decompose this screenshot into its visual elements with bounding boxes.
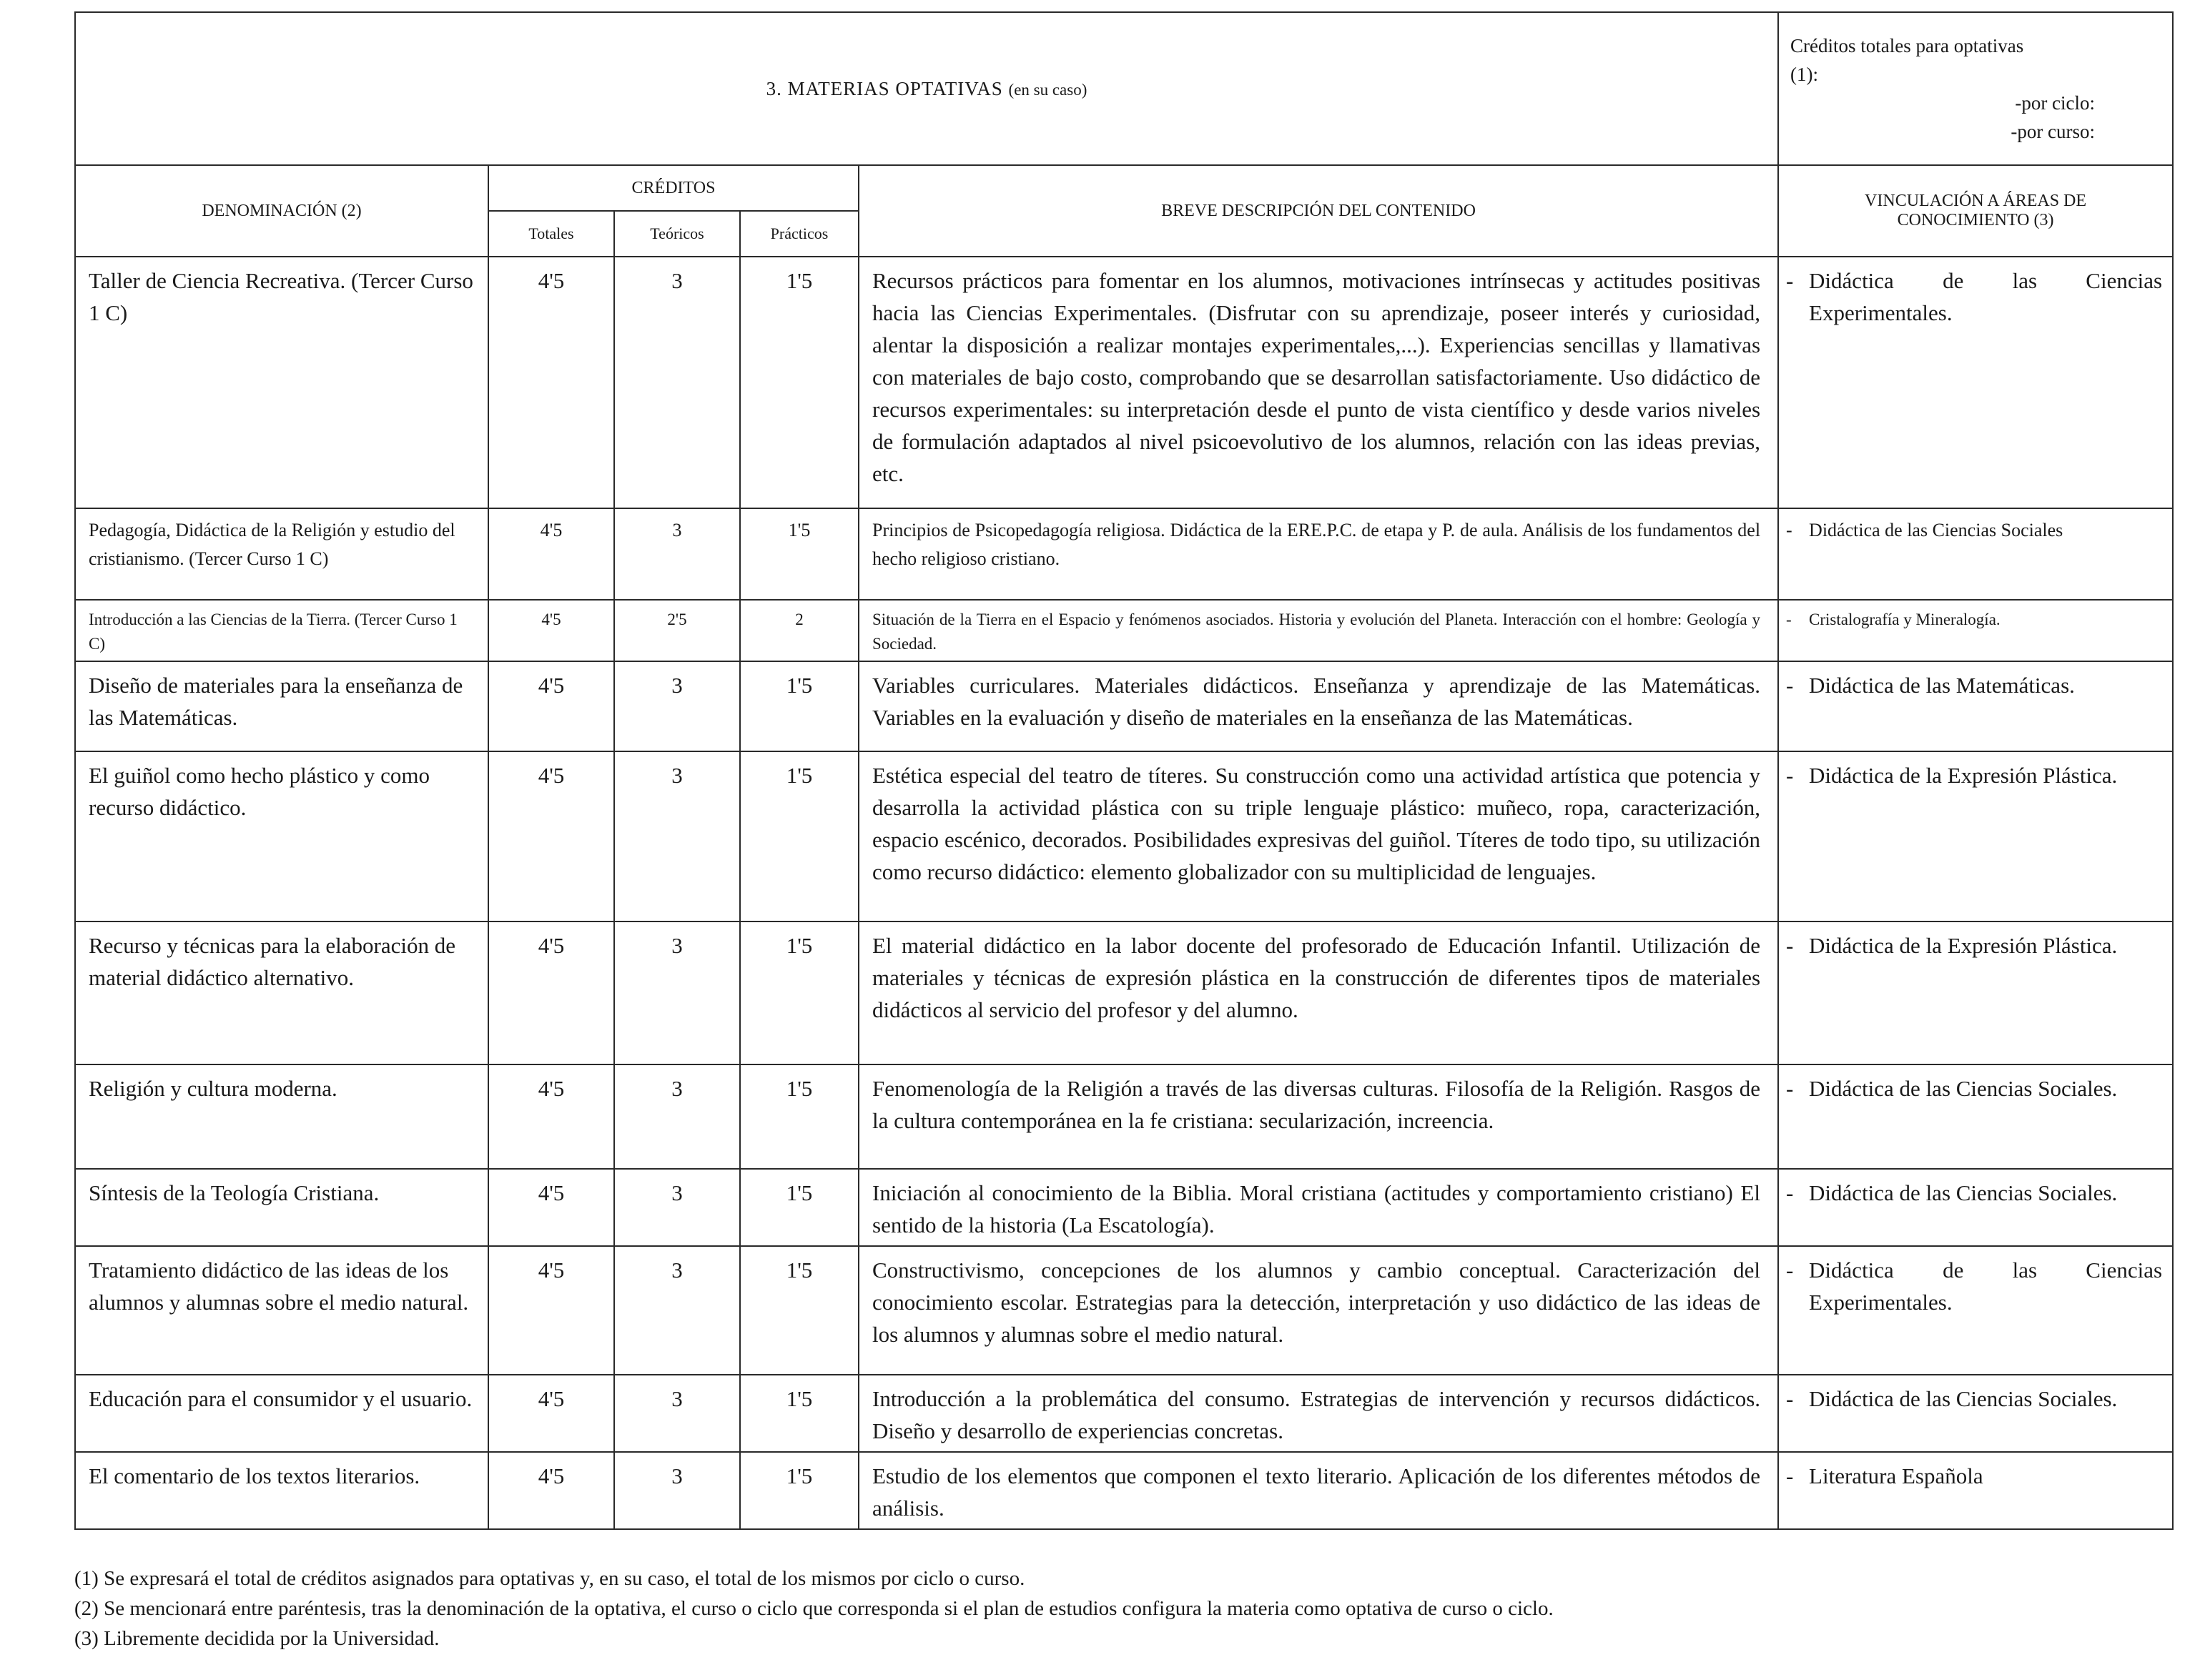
subject-name: Síntesis de la Teología Cristiana. (75, 1169, 488, 1246)
credits-practice: 1'5 (740, 921, 859, 1064)
credits-total: 4'5 (488, 921, 614, 1064)
subject-description: Estudio de los elementos que componen el texto literario. Aplicación de los diferentes métodos de análisis. (859, 1452, 1778, 1529)
subject-description: Recursos prácticos para fomentar en los alumnos, motivaciones intrínsecas y actitudes positivas hacia las Ciencias Experimentales. (Disfrutar con su aprendizaje, poseer interés y curiosidad, alentar la disposición a realizar montajes experimentales,...). Experiencias sencillas y llamativas con materiales de bajo costo, comprobando que se desarrollan satisfactoriamente. Uso didáctico de recursos experimentales: su interpretación desde el punto de vista científico y desde varios niveles de formulación adaptados al nivel psicoevolutivo de los alumnos, relación con las ideas previas, etc. (859, 257, 1778, 508)
col-descripcion: BREVE DESCRIPCIÓN DEL CONTENIDO (859, 165, 1778, 257)
subject-description: Constructivismo, concepciones de los alumnos y cambio conceptual. Caracterización del conocimiento escolar. Estrategias para la detección, interpretación y uso didáctico de las ideas de los alumnos y alumnas sobre el medio natural. (859, 1246, 1778, 1375)
table-row (75, 1452, 2173, 1529)
total-credits-box (1778, 12, 2173, 165)
knowledge-areas (1778, 751, 2173, 921)
credits-practice: 1'5 (740, 1169, 859, 1246)
subject-description: Introducción a la problemática del consumo. Estrategias de intervención y recursos didácticos. Diseño y desarrollo de experiencias concretas. (859, 1375, 1778, 1452)
credits-theory: 3 (614, 1246, 740, 1375)
credits-total: 4'5 (488, 661, 614, 751)
col-creditos: CRÉDITOS (488, 165, 859, 211)
footnote: (1) Se expresará el total de créditos asignados para optativas y, en su caso, el total de los mismos por ciclo o curso. (74, 1567, 1025, 1590)
subject-description: Principios de Psicopedagogía religiosa. Didáctica de la ERE.P.C. de etapa y P. de aula. Análisis de los fundamentos del hecho religioso cristiano. (859, 508, 1778, 600)
subject-name: Introducción a las Ciencias de la Tierra. (Tercer Curso 1 C) (75, 600, 488, 661)
credits-total: 4'5 (488, 1169, 614, 1246)
credits-practice: 1'5 (740, 1452, 859, 1529)
total-credits-label: Créditos totales para optativas (1790, 35, 2024, 56)
area-item (1786, 1383, 2162, 1415)
credits-total: 4'5 (488, 1246, 614, 1375)
area-item (1786, 1072, 2162, 1105)
area-name: Didáctica de las Ciencias Sociales (1809, 520, 2063, 540)
col-teoricos: Teóricos (614, 211, 740, 257)
table-row (75, 1246, 2173, 1375)
bullet-dash: - (1786, 673, 1794, 698)
table-row (75, 1064, 2173, 1169)
knowledge-areas (1778, 1064, 2173, 1169)
per-course-label: -por curso: (2011, 121, 2096, 142)
area-item (1786, 669, 2162, 701)
bullet-dash: - (1786, 1463, 1794, 1488)
col-practicos: Prácticos (740, 211, 859, 257)
table-row (75, 1375, 2173, 1452)
area-item (1786, 759, 2162, 791)
credits-theory: 3 (614, 1375, 740, 1452)
bullet-dash: - (1786, 763, 1794, 788)
col-totales: Totales (488, 211, 614, 257)
area-name: Cristalografía y Mineralogía. (1809, 611, 2001, 628)
area-item (1786, 608, 2162, 632)
area-name: Didáctica de las Ciencias Sociales. (1809, 1386, 2118, 1411)
area-name: Didáctica de las Matemáticas. (1809, 673, 2075, 698)
subject-name: Tratamiento didáctico de las ideas de los alumnos y alumnas sobre el medio natural. (75, 1246, 488, 1375)
area-name: Didáctica de la Expresión Plástica. (1809, 933, 2118, 958)
credits-theory: 3 (614, 1452, 740, 1529)
credits-practice: 1'5 (740, 661, 859, 751)
credits-total: 4'5 (488, 1375, 614, 1452)
area-name: Literatura Española (1809, 1463, 1983, 1488)
credits-total: 4'5 (488, 257, 614, 508)
table-row (75, 508, 2173, 600)
subject-name: Taller de Ciencia Recreativa. (Tercer Curso 1 C) (75, 257, 488, 508)
area-name: Didáctica de las Ciencias Sociales. (1809, 1180, 2118, 1205)
credits-practice: 1'5 (740, 508, 859, 600)
table-row (75, 600, 2173, 661)
bullet-dash: - (1786, 611, 1792, 628)
bullet-dash: - (1786, 1180, 1794, 1205)
knowledge-areas (1778, 1375, 2173, 1452)
subject-name: Diseño de materiales para la enseñanza de las Matemáticas. (75, 661, 488, 751)
table-row (75, 921, 2173, 1064)
credits-theory: 3 (614, 1169, 740, 1246)
knowledge-areas (1778, 257, 2173, 508)
credits-practice: 1'5 (740, 751, 859, 921)
credits-total: 4'5 (488, 1064, 614, 1169)
credits-total: 4'5 (488, 1452, 614, 1529)
credits-theory: 3 (614, 257, 740, 508)
credits-theory: 3 (614, 661, 740, 751)
credits-theory: 2'5 (614, 600, 740, 661)
knowledge-areas (1778, 921, 2173, 1064)
area-item (1786, 1177, 2162, 1209)
credits-theory: 3 (614, 1064, 740, 1169)
bullet-dash: - (1786, 268, 1794, 293)
subject-name: Recurso y técnicas para la elaboración de material didáctico alternativo. (75, 921, 488, 1064)
footnote: (3) Libremente decidida por la Universidad. (74, 1627, 440, 1650)
knowledge-areas (1778, 508, 2173, 600)
knowledge-areas (1778, 600, 2173, 661)
credits-theory: 3 (614, 921, 740, 1064)
col-vinculacion: VINCULACIÓN A ÁREAS DE CONOCIMIENTO (3) (1778, 165, 2173, 257)
bullet-dash: - (1786, 1386, 1794, 1411)
credits-practice: 1'5 (740, 1375, 859, 1452)
per-cycle-label: -por ciclo: (2015, 92, 2096, 114)
area-name: Didáctica de las Ciencias Sociales. (1809, 1076, 2118, 1101)
area-item (1786, 929, 2162, 962)
knowledge-areas (1778, 1169, 2173, 1246)
knowledge-areas (1778, 1246, 2173, 1375)
credits-total: 4'5 (488, 508, 614, 600)
subject-name: Educación para el consumidor y el usuario. (75, 1375, 488, 1452)
knowledge-areas (1778, 661, 2173, 751)
footnote: (2) Se mencionará entre paréntesis, tras la denominación de la optativa, el curso o ciclo que corresponda si el plan de estudios configura la materia como optativa de curso o ciclo. (74, 1597, 1554, 1620)
total-credits-ref: (1): (1790, 64, 1819, 85)
bullet-dash: - (1786, 1076, 1794, 1101)
area-item (1786, 516, 2162, 545)
table-row (75, 1169, 2173, 1246)
section-title-text: 3. MATERIAS OPTATIVAS (766, 77, 1003, 99)
subject-description: Fenomenología de la Religión a través de las diversas culturas. Filosofía de la Religión. Rasgos de la cultura contemporánea en la fe cristiana: secularización, increencia. (859, 1064, 1778, 1169)
subject-name: Religión y cultura moderna. (75, 1064, 488, 1169)
area-item (1786, 1254, 2162, 1318)
knowledge-areas (1778, 1452, 2173, 1529)
credits-theory: 3 (614, 508, 740, 600)
column-header-row (75, 165, 2173, 211)
table-row (75, 751, 2173, 921)
credits-practice: 1'5 (740, 257, 859, 508)
area-name: Didáctica de las Ciencias Experimentales. (1809, 1257, 2163, 1315)
credits-practice: 2 (740, 600, 859, 661)
credits-total: 4'5 (488, 600, 614, 661)
bullet-dash: - (1786, 933, 1794, 958)
optional-subjects-table (74, 11, 2174, 1530)
subject-description: Estética especial del teatro de títeres. Su construcción como una actividad artística que potencia y desarrolla la actividad plástica con su triple lenguaje plástico: muñeco, ropa, caracterización, espacio escénico, decorados. Posibilidades expresivas del guiñol. Títeres de todo tipo, su utilización como recurso didáctico: elemento globalizador con su multiplicidad de lenguajes. (859, 751, 1778, 921)
section-title-note: (en su caso) (1008, 80, 1087, 99)
area-item (1786, 1460, 2162, 1492)
table-row (75, 257, 2173, 508)
subject-name: El guiñol como hecho plástico y como recurso didáctico. (75, 751, 488, 921)
credits-total: 4'5 (488, 751, 614, 921)
subject-description: El material didáctico en la labor docente del profesorado de Educación Infantil. Utilización de materiales y técnicas de expresión plástica en la construcción de diferentes tipos de materiales didácticos al servicio del profesor y del alumno. (859, 921, 1778, 1064)
bullet-dash: - (1786, 520, 1792, 540)
credits-practice: 1'5 (740, 1246, 859, 1375)
area-item (1786, 265, 2162, 329)
subject-name: El comentario de los textos literarios. (75, 1452, 488, 1529)
subject-description: Situación de la Tierra en el Espacio y fenómenos asociados. Historia y evolución del Planeta. Interacción con el hombre: Geología y Sociedad. (859, 600, 1778, 661)
area-name: Didáctica de la Expresión Plástica. (1809, 763, 2118, 788)
table-row (75, 661, 2173, 751)
title-row (75, 12, 2173, 165)
credits-practice: 1'5 (740, 1064, 859, 1169)
col-denominacion: DENOMINACIÓN (2) (75, 165, 488, 257)
area-name: Didáctica de las Ciencias Experimentales. (1809, 268, 2163, 325)
subject-description: Variables curriculares. Materiales didácticos. Enseñanza y aprendizaje de las Matemáticas. Variables en la evaluación y diseño de materiales en la enseñanza de las Matemáticas. (859, 661, 1778, 751)
subject-name: Pedagogía, Didáctica de la Religión y estudio del cristianismo. (Tercer Curso 1 C) (75, 508, 488, 600)
bullet-dash: - (1786, 1257, 1794, 1283)
subject-description: Iniciación al conocimiento de la Biblia. Moral cristiana (actitudes y comportamiento cristiano) El sentido de la historia (La Escatología). (859, 1169, 1778, 1246)
section-title (75, 12, 1778, 165)
credits-theory: 3 (614, 751, 740, 921)
